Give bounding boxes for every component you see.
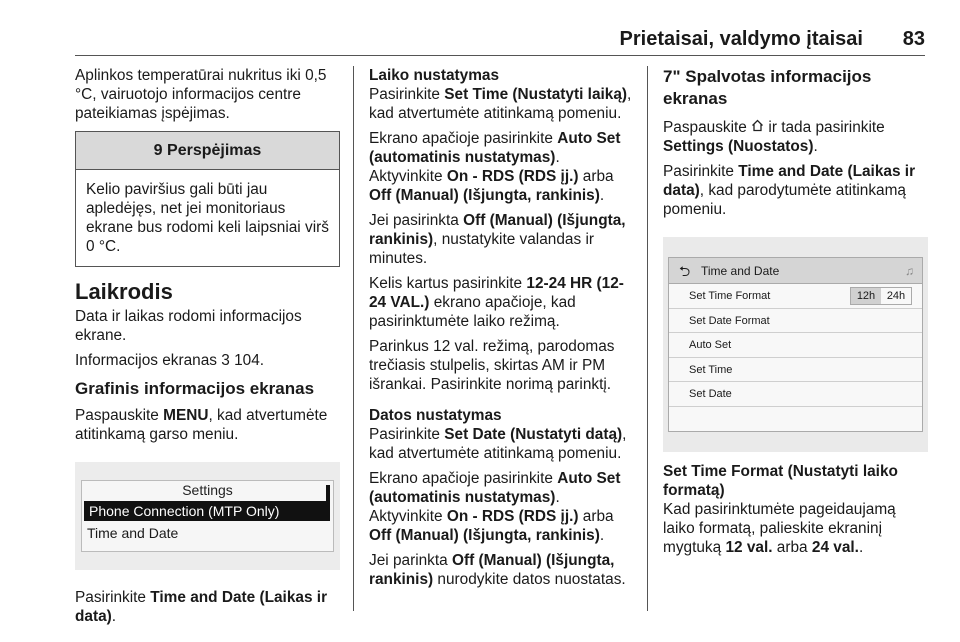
screen-item: Time and Date: [87, 525, 179, 541]
paragraph: Pasirinkite Time and Date (Laikas ir data).: [75, 589, 328, 625]
screen-row: Auto Set: [669, 333, 922, 358]
settings-screen-image: [75, 462, 340, 570]
paragraph: Pasirinkite Time and Date (Laikas ir data), kad parodytumėte atitinkamą pomeniu.: [663, 163, 916, 218]
column-1: [75, 66, 340, 632]
paragraph: Jei parinkta Off (Manual) (Išjungta, rankinis) nurodykite datos nuostatas.: [369, 552, 626, 588]
paragraph: Paspauskite ir tada pasirinkite Settings (Nuostatos).: [663, 119, 885, 155]
paragraph: Ekrano apačioje pasirinkite Auto Set (automatinis nustatymas). Aktyvinkite On - RDS (RDS įj.) arba Off (Manual) (Išjungta, rankinis).: [369, 130, 621, 204]
warning-icon: 9: [153, 142, 163, 159]
toggle-12h: 12h: [851, 288, 881, 304]
screen-selected-item: Phone Connection (MTP Only): [84, 501, 327, 521]
paragraph: Ekrano apačioje pasirinkite Auto Set (automatinis nustatymas). Aktyvinkite On - RDS (RDS įj.) arba Off (Manual) (Išjungta, rankinis).: [369, 470, 621, 544]
header-title: Prietaisai, valdymo įtaisai: [619, 28, 863, 50]
music-note-icon: ♫: [905, 264, 914, 278]
time-date-screen-image: [663, 237, 928, 452]
paragraph: Informacijos ekranas 3 104.: [75, 352, 265, 369]
back-arrow-icon: ⮌: [679, 263, 691, 279]
warning-header: [76, 132, 339, 170]
warning-box: [75, 131, 340, 267]
subsection-heading: Set Time Format (Nustatyti laiko formatą): [663, 463, 898, 499]
paragraph: Data ir laikas rodomi informacijos ekrane.: [75, 308, 302, 344]
screen-title: Time and Date: [701, 264, 780, 278]
screen-row: Set Date: [669, 382, 922, 407]
section-heading: 7" Spalvotas informacijos ekranas: [663, 67, 872, 108]
column-2: [369, 66, 635, 595]
paragraph: Kad pasirinktumėte pageidaujamą laiko formatą, palieskite ekraninį mygtuką 12 val. arba 24 val..: [663, 501, 896, 556]
subsection-heading: Grafinis informacijos ekranas: [75, 379, 315, 398]
page-number: 83: [902, 28, 925, 50]
paragraph: Pasirinkite Set Date (Nustatyti datą), kad atvertumėte atitinkamą pomeniu.: [369, 426, 627, 462]
time-format-toggle: [850, 287, 912, 305]
paragraph: Parinkus 12 val. režimą, parodomas trečiasis stulpelis, skirtas AM ir PM išrankai. Pasirinkite norimą parinktį.: [369, 338, 615, 393]
subsection-heading: Datos nustatymas: [369, 407, 502, 424]
column-divider: [647, 66, 648, 611]
screen-title-bar: [669, 258, 922, 284]
screen-row: Set Date Format: [669, 309, 922, 334]
screen-row: Set Time Format 12h 24h: [669, 284, 922, 309]
paragraph: Kelis kartus pasirinkite 12-24 HR (12-24 VAL.) ekrano apačioje, kad pasirinktumėte laiko režimą.: [369, 275, 624, 330]
scrollbar-indicator: [326, 485, 330, 521]
column-divider: [353, 66, 354, 611]
home-icon: [751, 119, 764, 136]
paragraph: Aplinkos temperatūrai nukritus iki 0,5 °C, vairuotojo informacijos centre pateikiamas įspėjimas.: [75, 67, 327, 122]
paragraph: Pasirinkite Set Time (Nustatyti laiką), kad atvertumėte atitinkamą pomeniu.: [369, 86, 632, 122]
paragraph: Jei pasirinkta Off (Manual) (Išjungta, rankinis), nustatykite valandas ir minutes.: [369, 212, 626, 267]
warning-title: Perspėjimas: [167, 142, 262, 159]
paragraph: Paspauskite MENU, kad atvertumėte atitinkamą garso meniu.: [75, 407, 328, 443]
screen-title: Settings: [182, 482, 233, 498]
page-header: [75, 26, 925, 56]
column-3: [663, 66, 928, 563]
warning-text: Kelio paviršius gali būti jau apledėjęs, net jei monitoriaus ekrane bus rodomi keli laipsniai virš 0 °C.: [86, 181, 329, 255]
section-heading: Laikrodis: [75, 279, 173, 304]
subsection-heading: Laiko nustatymas: [369, 67, 500, 84]
page-ref-icon: 3: [221, 352, 230, 369]
screen-row: Set Time: [669, 358, 922, 383]
toggle-24h: 24h: [886, 290, 906, 302]
